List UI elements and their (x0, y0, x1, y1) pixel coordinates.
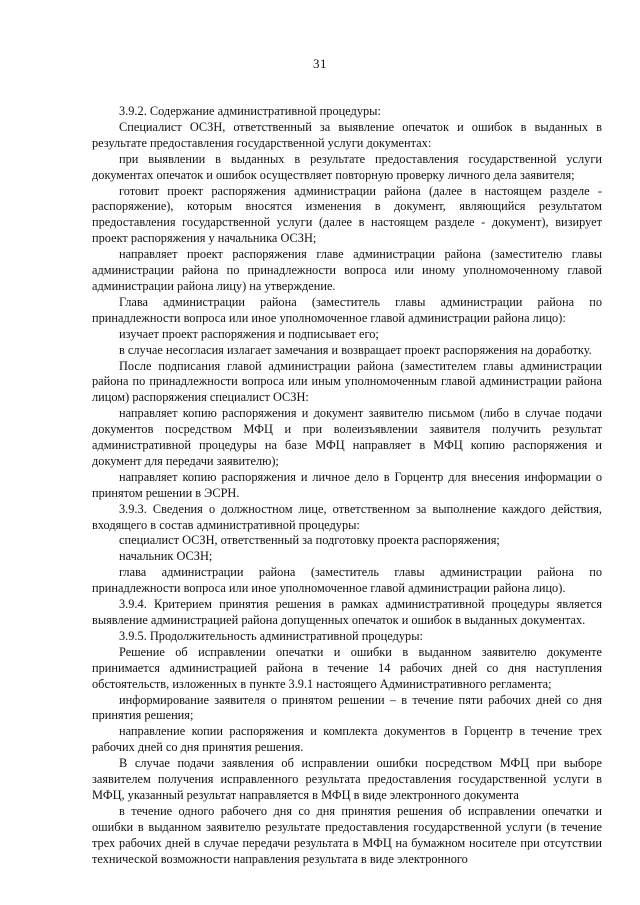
paragraph: готовит проект распоряжения администрации района (далее в настоящем разделе - распоряжение), которым вносятся изменения в документ, являющийся результатом предоставления государственной услуги (далее в настоящем разделе - документ), визирует проект распоряжения у начальника ОСЗН; (92, 183, 602, 246)
paragraph: информирование заявителя о принятом решении – в течение пяти рабочих дней со дня принятия решения; (92, 692, 602, 723)
page-number: 31 (313, 56, 327, 71)
paragraph: направление копии распоряжения и комплекта документов в Горцентр в течение трех рабочих дней со дня принятия решения. (92, 724, 602, 755)
paragraph: в случае несогласия излагает замечания и возвращает проект распоряжения на доработку. (119, 342, 592, 357)
section-heading-3-9-4: 3.9.4. Критерием принятия решения в рамках административной процедуры является выявление администрацией района допущенных опечаток и ошибок в выданных документах. (92, 597, 602, 627)
paragraph: специалист ОСЗН, ответственный за подготовку проекта распоряжения; (119, 533, 500, 548)
paragraph: начальник ОСЗН; (119, 549, 213, 564)
section-heading-3-9-2: 3.9.2. Содержание административной процедуры: (119, 104, 381, 118)
paragraph: при выявлении в выданных в результате предоставления государственной услуги документах опечаток и ошибок осуществляет повторную проверку личного дела заявителя; (92, 151, 602, 182)
paragraph: После подписания главой администрации района (заместителем главы администрации района по принадлежности вопроса или иным уполномоченным главой администрации района лицом) распоряжения специалист ОСЗН: (92, 358, 602, 405)
paragraph: в течение одного рабочего дня со дня принятия решения об исправлении опечатки и ошибки в выданном заявителю результате предоставления государственной услуги (в течение трех рабочих дней в случае передачи результата в МФЦ на бумажном носителе при отсутствии технической возможности направления результата в виде электронного (92, 803, 602, 866)
paragraph: направляет копию распоряжения и документ заявителю письмом (либо в случае подачи документов посредством МФЦ и при волеизъявлении заявителя получить результат административной процедуры на базе МФЦ направляет в МФЦ копию распоряжения и документ для передачи заявителю); (92, 406, 602, 468)
paragraph: Глава администрации района (заместитель главы администрации района по принадлежности вопроса или иное уполномоченное главой администрации района лицо): (92, 294, 602, 325)
paragraph: направляет проект распоряжения главе администрации района (заместителю главы администрации района по принадлежности вопроса или иному уполномоченному главой администрации района лицу) на утверждение. (92, 247, 602, 293)
paragraph: В случае подачи заявления об исправлении ошибки посредством МФЦ при выборе заявителем получения исправленного результата предоставления государственной услуги в МФЦ, указанный результат направляется в МФЦ в виде электронного документа (92, 756, 602, 802)
section-heading-3-9-3: 3.9.3. Сведения о должностном лице, ответственном за выполнение каждого действия, входящего в состав административной процедуры: (92, 501, 602, 532)
document-body (92, 104, 602, 868)
section-heading-3-9-5: 3.9.5. Продолжительность административной процедуры: (119, 628, 423, 643)
paragraph: Решение об исправлении опечатки и ошибки в выданном заявителю документе принимается администрацией района в течение 14 рабочих дней со дня наступления обстоятельств, изложенных в пункте 3.9.1 настоящего Административного регламента; (92, 644, 602, 691)
paragraph: Специалист ОСЗН, ответственный за выявление опечаток и ошибок в выданных в результате предоставления государственной услуги документах: (92, 119, 602, 150)
paragraph: глава администрации района (заместитель главы администрации района по принадлежности вопроса или иное уполномоченное главой администрации района лицо). (92, 565, 602, 596)
paragraph: изучает проект распоряжения и подписывает его; (119, 326, 379, 341)
paragraph: направляет копию распоряжения и личное дело в Горцентр для внесения информации о принятом решении в ЭСРН. (92, 469, 602, 500)
